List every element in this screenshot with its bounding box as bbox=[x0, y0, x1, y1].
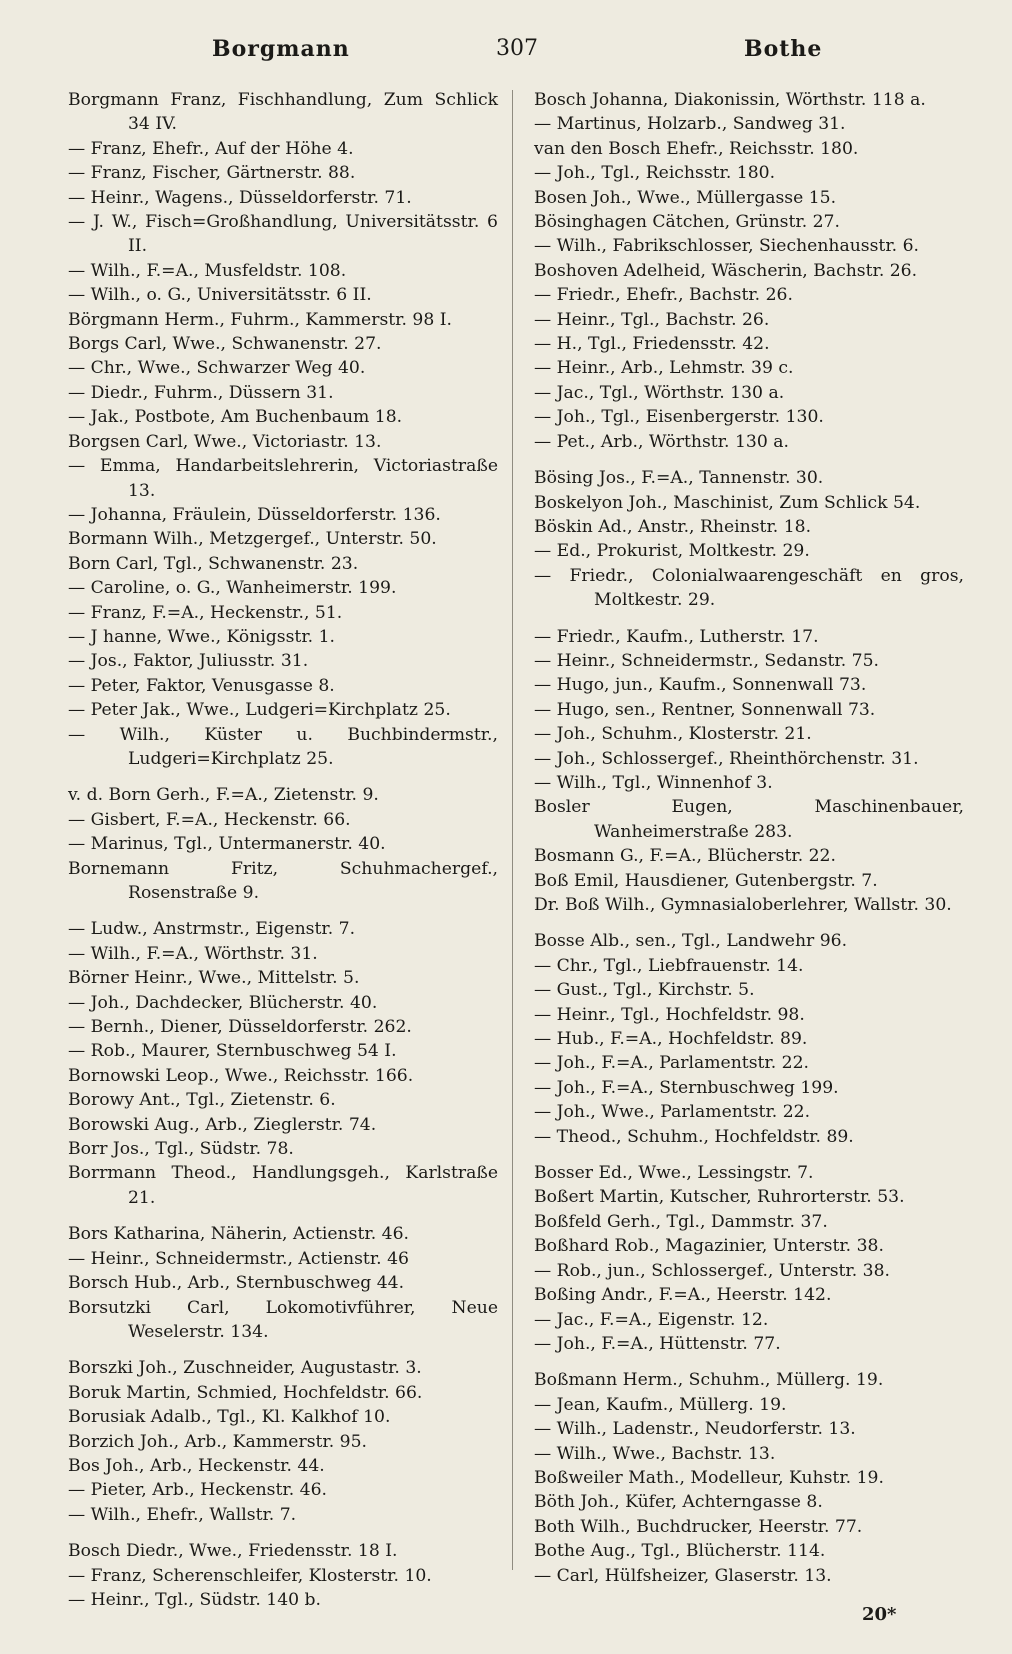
directory-entry: — Heinr., Tgl., Bachstr. 26. bbox=[534, 309, 770, 330]
directory-entry: Borsch Hub., Arb., Sternbuschweg 44. bbox=[68, 1273, 405, 1294]
running-head-left: Borgmann bbox=[212, 36, 350, 62]
directory-entry: — Peter Jak., Wwe., Ludgeri=Kirchplatz 25. bbox=[68, 700, 451, 721]
directory-entry: — Joh., F.=A., Hüttenstr. 77. bbox=[534, 1333, 781, 1354]
directory-entry: — Franz, Scherenschleifer, Klosterstr. 10. bbox=[68, 1565, 432, 1586]
directory-entry: — Joh., Schlossergef., Rheinthörchenstr. 31. bbox=[534, 748, 919, 769]
directory-entry: — Friedr., Kaufm., Lutherstr. 17. bbox=[534, 626, 819, 647]
directory-entry: — Wilh., F.=A., Wörthstr. 31. bbox=[68, 943, 318, 964]
directory-entry: — Emma, Handarbeitslehrerin, Victoriastraße 13. bbox=[68, 456, 498, 501]
page-header bbox=[0, 36, 1012, 72]
directory-entry: — Wilh., Ehefr., Wallstr. 7. bbox=[68, 1504, 297, 1525]
directory-entry: Bösinghagen Cätchen, Grünstr. 27. bbox=[534, 212, 840, 233]
directory-entry: Borgsen Carl, Wwe., Victoriastr. 13. bbox=[68, 431, 382, 452]
directory-entry: Borszki Joh., Zuschneider, Augustastr. 3. bbox=[68, 1358, 422, 1379]
directory-entry: — J. W., Fisch=Großhandlung, Universitätsstr. 6 II. bbox=[68, 212, 498, 257]
directory-entry: — Bernh., Diener, Düsseldorferstr. 262. bbox=[68, 1017, 412, 1038]
directory-entry: Bosch Diedr., Wwe., Friedensstr. 18 I. bbox=[68, 1541, 398, 1562]
directory-entry: — Wilh., Tgl., Winnenhof 3. bbox=[534, 772, 773, 793]
directory-entry: — Jak., Postbote, Am Buchenbaum 18. bbox=[68, 407, 403, 428]
directory-entry: Boßing Andr., F.=A., Heerstr. 142. bbox=[534, 1285, 832, 1306]
directory-entry: — J hanne, Wwe., Königsstr. 1. bbox=[68, 626, 335, 647]
left-column bbox=[68, 88, 498, 1612]
directory-entry: — Wilh., Küster u. Buchbindermstr., Ludgeri=Kirchplatz 25. bbox=[68, 724, 498, 769]
directory-entry: — Peter, Faktor, Venusgasse 8. bbox=[68, 675, 335, 696]
directory-entry: — Caroline, o. G., Wanheimerstr. 199. bbox=[68, 578, 397, 599]
directory-entry: — Rob., jun., Schlossergef., Unterstr. 38. bbox=[534, 1260, 891, 1281]
directory-entry: Borowy Ant., Tgl., Zietenstr. 6. bbox=[68, 1090, 336, 1111]
directory-entry: Börner Heinr., Wwe., Mittelstr. 5. bbox=[68, 968, 360, 989]
directory-entry: — Ed., Prokurist, Moltkestr. 29. bbox=[534, 541, 810, 562]
directory-entry: — Joh., Dachdecker, Blücherstr. 40. bbox=[68, 992, 378, 1013]
directory-entry: — Ludw., Anstrmstr., Eigenstr. 7. bbox=[68, 919, 356, 940]
directory-entry: Born Carl, Tgl., Schwanenstr. 23. bbox=[68, 553, 359, 574]
directory-entry: Borusiak Adalb., Tgl., Kl. Kalkhof 10. bbox=[68, 1407, 391, 1428]
directory-entry: Borrmann Theod., Handlungsgeh., Karlstraße 21. bbox=[68, 1163, 498, 1208]
directory-entry: — Joh., F.=A., Parlamentstr. 22. bbox=[534, 1053, 810, 1074]
directory-entry: Borzich Joh., Arb., Kammerstr. 95. bbox=[68, 1431, 368, 1452]
directory-entry: — Johanna, Fräulein, Düsseldorferstr. 136. bbox=[68, 504, 441, 525]
directory-entry: Boß Emil, Hausdiener, Gutenbergstr. 7. bbox=[534, 870, 878, 891]
directory-entry: — Heinr., Tgl., Hochfeldstr. 98. bbox=[534, 1004, 805, 1025]
directory-entry: Bormann Wilh., Metzgergef., Unterstr. 50. bbox=[68, 529, 437, 550]
directory-entry: — Heinr., Schneidermstr., Actienstr. 46 bbox=[68, 1248, 409, 1269]
directory-entry: Boßmann Herm., Schuhm., Müllerg. 19. bbox=[534, 1370, 884, 1391]
directory-entry: Borsutzki Carl, Lokomotivführer, Neue Weselerstr. 134. bbox=[68, 1297, 498, 1342]
directory-entry: — Joh., Schuhm., Klosterstr. 21. bbox=[534, 724, 812, 745]
directory-entry: — Wilh., Ladenstr., Neudorferstr. 13. bbox=[534, 1419, 856, 1440]
directory-entry: — Joh., Tgl., Reichsstr. 180. bbox=[534, 163, 776, 184]
directory-entry: Böskin Ad., Anstr., Rheinstr. 18. bbox=[534, 516, 812, 537]
directory-entry: Dr. Boß Wilh., Gymnasialoberlehrer, Wallstr. 30. bbox=[534, 895, 952, 915]
directory-entry: — Martinus, Holzarb., Sandweg 31. bbox=[534, 114, 846, 135]
directory-entry: — Franz, Fischer, Gärtnerstr. 88. bbox=[68, 163, 356, 184]
directory-entry: — H., Tgl., Friedensstr. 42. bbox=[534, 334, 770, 355]
directory-entry: Borgmann Franz, Fischhandlung, Zum Schlick 34 IV. bbox=[68, 90, 498, 135]
directory-entry: — Marinus, Tgl., Untermanerstr. 40. bbox=[68, 834, 386, 855]
page-number: 307 bbox=[496, 36, 538, 61]
directory-entry: — Jean, Kaufm., Müllerg. 19. bbox=[534, 1394, 787, 1415]
directory-entry: — Pet., Arb., Wörthstr. 130 a. bbox=[534, 431, 789, 452]
directory-entry: — Heinr., Arb., Lehmstr. 39 c. bbox=[534, 358, 794, 379]
right-column bbox=[534, 88, 964, 1588]
directory-entry: Bothe Aug., Tgl., Blücherstr. 114. bbox=[534, 1541, 826, 1562]
directory-entry: Bos Joh., Arb., Heckenstr. 44. bbox=[68, 1455, 325, 1476]
running-head-right: Bothe bbox=[744, 36, 823, 62]
directory-entry: — Jac., F.=A., Eigenstr. 12. bbox=[534, 1309, 769, 1330]
directory-entry: — Joh., F.=A., Sternbuschweg 199. bbox=[534, 1077, 839, 1098]
sheet-signature: 20* bbox=[862, 1604, 897, 1625]
directory-entry: — Joh., Tgl., Eisenbergerstr. 130. bbox=[534, 407, 824, 428]
directory-entry: — Wilh., F.=A., Musfeldstr. 108. bbox=[68, 260, 347, 281]
directory-entry: — Franz, Ehefr., Auf der Höhe 4. bbox=[68, 138, 354, 159]
directory-entry: — Wilh., Fabrikschlosser, Siechenhausstr. 6. bbox=[534, 236, 919, 257]
directory-entry: — Gust., Tgl., Kirchstr. 5. bbox=[534, 980, 755, 1001]
directory-entry: — Theod., Schuhm., Hochfeldstr. 89. bbox=[534, 1126, 854, 1147]
directory-entry: van den Bosch Ehefr., Reichsstr. 180. bbox=[534, 138, 859, 159]
directory-entry: — Rob., Maurer, Sternbuschweg 54 I. bbox=[68, 1041, 397, 1062]
directory-entry: — Joh., Wwe., Parlamentstr. 22. bbox=[534, 1102, 811, 1123]
directory-entry: — Chr., Tgl., Liebfrauenstr. 14. bbox=[534, 955, 804, 976]
directory-entry: v. d. Born Gerh., F.=A., Zietenstr. 9. bbox=[68, 785, 379, 806]
directory-entry: Bors Katharina, Näherin, Actienstr. 46. bbox=[68, 1224, 409, 1245]
directory-entry: Bosen Joh., Wwe., Müllergasse 15. bbox=[534, 187, 837, 208]
directory-entry: — Carl, Hülfsheizer, Glaserstr. 13. bbox=[534, 1565, 832, 1586]
directory-entry: — Friedr., Colonialwaarengeschäft en gros, Moltkestr. 29. bbox=[534, 565, 964, 611]
directory-entry: Bösing Jos., F.=A., Tannenstr. 30. bbox=[534, 468, 824, 489]
directory-entry: — Hugo, sen., Rentner, Sonnenwall 73. bbox=[534, 699, 876, 720]
directory-entry: Boshoven Adelheid, Wäscherin, Bachstr. 26. bbox=[534, 260, 918, 281]
directory-entry: Boßert Martin, Kutscher, Ruhrorterstr. 53. bbox=[534, 1187, 905, 1208]
directory-entry: Bosch Johanna, Diakonissin, Wörthstr. 118 a. bbox=[534, 90, 926, 110]
directory-entry: Boßweiler Math., Modelleur, Kuhstr. 19. bbox=[534, 1467, 884, 1488]
directory-entry: — Friedr., Ehefr., Bachstr. 26. bbox=[534, 285, 793, 306]
directory-entry: Boßfeld Gerh., Tgl., Dammstr. 37. bbox=[534, 1211, 828, 1232]
directory-entry: — Pieter, Arb., Heckenstr. 46. bbox=[68, 1480, 327, 1501]
directory-entry: — Hugo, jun., Kaufm., Sonnenwall 73. bbox=[534, 675, 867, 696]
directory-entry: — Jos., Faktor, Juliusstr. 31. bbox=[68, 651, 309, 672]
directory-entry: Börgmann Herm., Fuhrm., Kammerstr. 98 I. bbox=[68, 309, 453, 330]
directory-entry: Bornowski Leop., Wwe., Reichsstr. 166. bbox=[68, 1065, 414, 1086]
directory-entry: Boruk Martin, Schmied, Hochfeldstr. 66. bbox=[68, 1382, 423, 1403]
directory-entry: Boßhard Rob., Magazinier, Unterstr. 38. bbox=[534, 1236, 884, 1257]
directory-entry: Bosser Ed., Wwe., Lessingstr. 7. bbox=[534, 1163, 814, 1184]
directory-entry: — Gisbert, F.=A., Heckenstr. 66. bbox=[68, 809, 351, 830]
directory-entry: — Heinr., Tgl., Südstr. 140 b. bbox=[68, 1589, 322, 1610]
directory-entry: Borr Jos., Tgl., Südstr. 78. bbox=[68, 1139, 294, 1160]
directory-entry: Bosse Alb., sen., Tgl., Landwehr 96. bbox=[534, 931, 848, 952]
directory-entry: — Wilh., o. G., Universitätsstr. 6 II. bbox=[68, 285, 372, 306]
directory-entry: Bosmann G., F.=A., Blücherstr. 22. bbox=[534, 846, 836, 867]
directory-entry: — Jac., Tgl., Wörthstr. 130 a. bbox=[534, 382, 785, 403]
column-divider bbox=[512, 90, 513, 1570]
directory-entry: Bosler Eugen, Maschinenbauer, Wanheimerstraße 283. bbox=[534, 797, 964, 842]
directory-entry: Boskelyon Joh., Maschinist, Zum Schlick 54. bbox=[534, 492, 921, 513]
directory-entry: Both Wilh., Buchdrucker, Heerstr. 77. bbox=[534, 1516, 863, 1537]
directory-entry: Borowski Aug., Arb., Zieglerstr. 74. bbox=[68, 1114, 377, 1135]
directory-entry: — Chr., Wwe., Schwarzer Weg 40. bbox=[68, 358, 366, 379]
directory-entry: — Hub., F.=A., Hochfeldstr. 89. bbox=[534, 1029, 808, 1050]
directory-entry: Borgs Carl, Wwe., Schwanenstr. 27. bbox=[68, 334, 382, 355]
directory-entry: — Heinr., Wagens., Düsseldorferstr. 71. bbox=[68, 187, 412, 208]
directory-entry: — Wilh., Wwe., Bachstr. 13. bbox=[534, 1443, 776, 1464]
directory-entry: Böth Joh., Küfer, Achterngasse 8. bbox=[534, 1492, 823, 1513]
directory-entry: — Diedr., Fuhrm., Düssern 31. bbox=[68, 382, 334, 403]
directory-entry: — Heinr., Schneidermstr., Sedanstr. 75. bbox=[534, 650, 880, 671]
directory-entry: Bornemann Fritz, Schuhmachergef., Rosenstraße 9. bbox=[68, 858, 498, 903]
directory-entry: — Franz, F.=A., Heckenstr., 51. bbox=[68, 602, 343, 623]
